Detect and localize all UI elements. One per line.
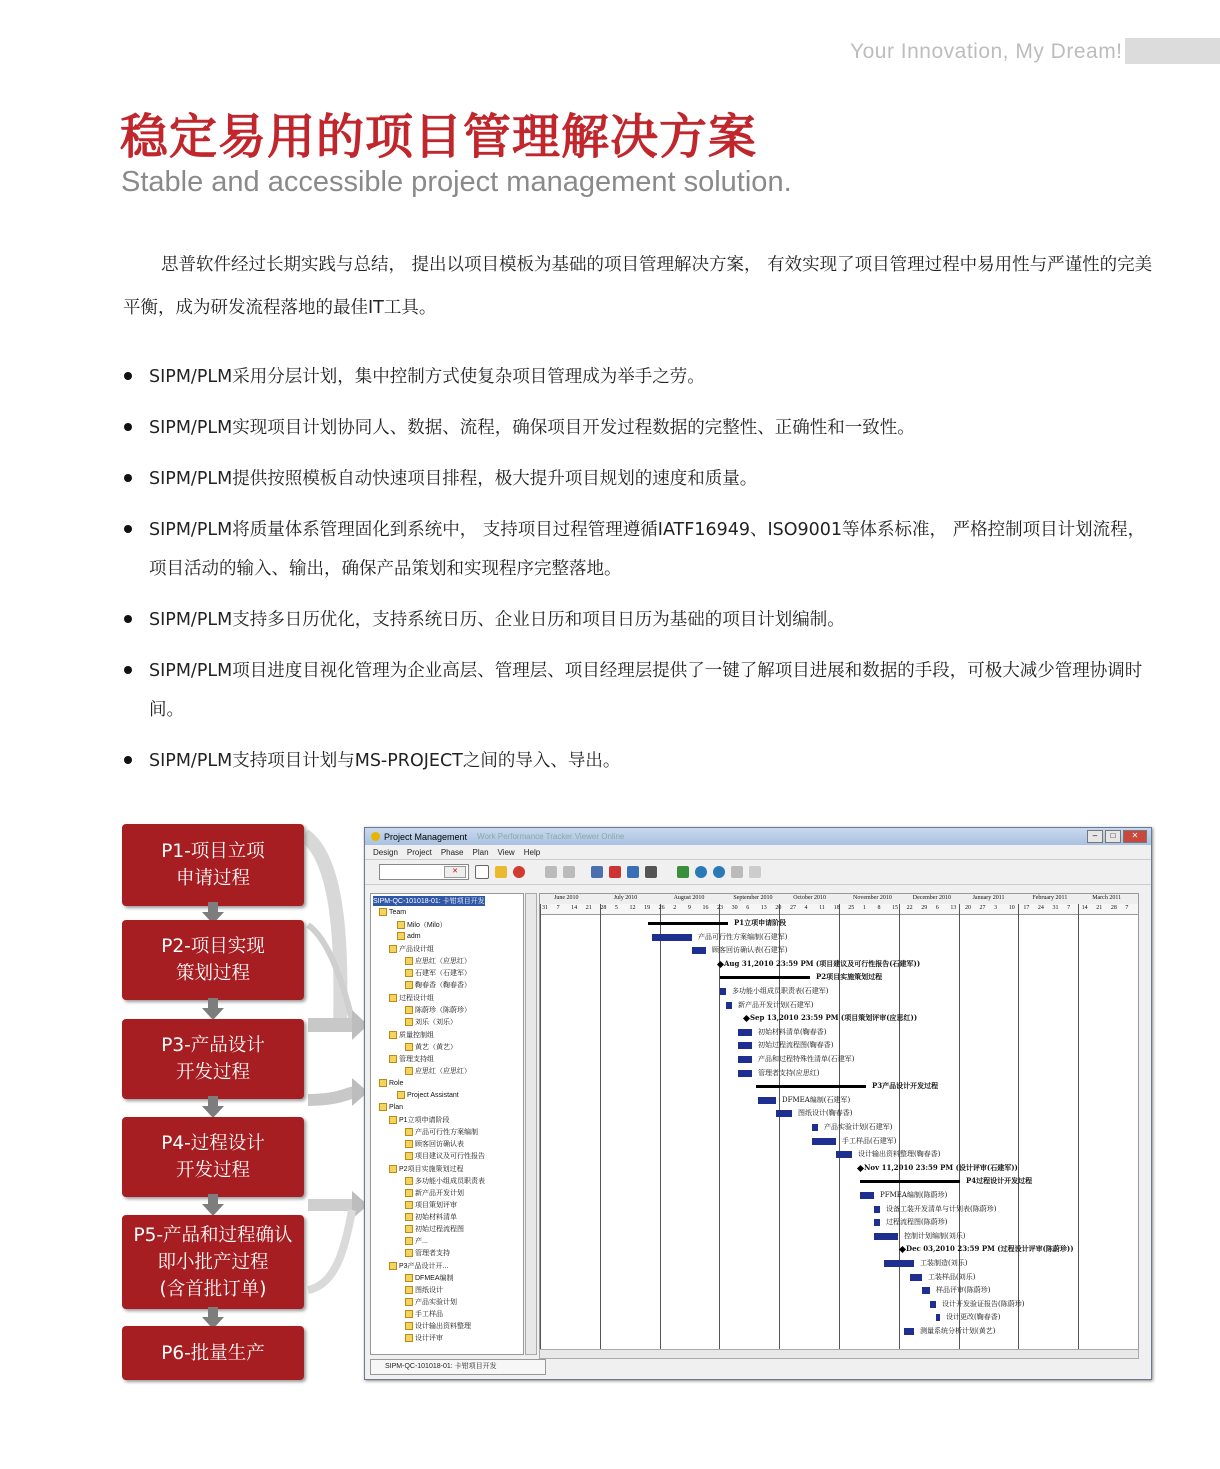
tree-scrollbar[interactable] — [525, 893, 537, 1355]
gantt-day-label: 2 — [673, 905, 677, 911]
gantt-task-label: P2项目实施策划过程 — [816, 972, 883, 982]
tree-item[interactable]: 项目策划评审 — [405, 1200, 457, 1210]
gantt-day-label: 22 — [906, 905, 913, 911]
gantt-task-bar[interactable] — [692, 947, 706, 954]
gantt-month-label: March 2011 — [1092, 895, 1122, 901]
gantt-day-label: 14 — [571, 905, 578, 911]
gantt-task-label: P3产品设计开发过程 — [872, 1081, 939, 1091]
tree-item[interactable]: 管理者支持 — [405, 1248, 450, 1258]
gantt-task-label: 控制计划编制(刘乐) — [904, 1231, 966, 1240]
tree-item[interactable]: 多功能小组成员职责表 — [405, 1176, 485, 1186]
tree-item[interactable]: P3产品设计开... — [389, 1261, 448, 1271]
gantt-task-label: 样品评审(陈蔚珍) — [936, 1286, 991, 1295]
tree-item[interactable]: 过程设计组 — [389, 993, 434, 1003]
minimize-button[interactable]: – — [1087, 830, 1103, 843]
list-icon[interactable] — [591, 866, 603, 878]
gantt-task-label: 初始材料清单(鞠春香) — [758, 1027, 827, 1036]
gantt-day-label: 31 — [542, 905, 548, 911]
gantt-task-bar[interactable] — [922, 1287, 930, 1294]
gantt-task-label: 图纸设计(鞠春香) — [798, 1109, 853, 1118]
tree-item[interactable]: 初始过程流程图 — [405, 1224, 464, 1234]
gantt-day-label: 18 — [833, 905, 840, 911]
gantt-task-label: 初始过程流程图(鞠春香) — [758, 1041, 834, 1050]
step-label: 策划过程 — [175, 963, 250, 984]
tree-item[interactable]: 产品实验计划 — [405, 1297, 457, 1307]
tree-item[interactable]: 顾客回访确认表 — [405, 1139, 464, 1149]
gantt-task-label: 手工样品(石建军) — [842, 1136, 897, 1145]
feature-item: SIPM/PLM项目进度目视化管理为企业高层、管理层、项目经理层提供了一键了解项目进展和数据的手段，可极大减少管理协调时间。 — [123, 652, 1153, 730]
gantt-task-label: 设计更改(鞠春香) — [946, 1313, 1001, 1322]
gantt-month-label: July 2010 — [613, 895, 638, 901]
gantt-day-label: 1 — [862, 905, 866, 911]
gantt-task-bar[interactable] — [812, 1124, 818, 1131]
gantt-day-label: 31 — [1052, 905, 1059, 911]
step-label: P6-批量生产 — [161, 1342, 265, 1364]
menu-phase[interactable]: Phase — [440, 847, 464, 857]
gantt-day-label: 17 — [1023, 905, 1030, 911]
gantt-day-label: 15 — [892, 905, 899, 911]
gantt-month-label: June 2010 — [554, 895, 579, 901]
project-tree — [370, 893, 524, 1355]
gantt-day-label: 20 — [775, 905, 782, 911]
tree-item[interactable]: 陈蔚珍（陈蔚珍） — [405, 1005, 471, 1015]
tree-item[interactable]: Team — [379, 908, 406, 916]
step-label: P3-产品设计 — [161, 1035, 265, 1056]
gantt-summary-bar[interactable] — [860, 1180, 960, 1183]
search-input[interactable] — [379, 864, 469, 880]
tree-item[interactable]: 产品设计组 — [389, 944, 434, 954]
gantt-day-label: 27 — [979, 905, 986, 911]
page-subtitle: Stable and accessible project management solution. — [121, 166, 792, 198]
flag-icon[interactable] — [609, 866, 621, 878]
gantt-summary-bar[interactable] — [720, 976, 810, 979]
tree-item[interactable]: 产品可行性方案编制 — [405, 1127, 478, 1137]
gantt-task-bar[interactable] — [738, 1029, 752, 1036]
gantt-task-bar[interactable] — [884, 1260, 914, 1267]
gantt-day-label: 5 — [614, 905, 618, 911]
arrow-down-icon — [202, 1194, 224, 1216]
gantt-day-label: 8 — [877, 905, 881, 911]
gantt-gridline — [540, 904, 541, 1354]
gantt-day-label: 30 — [731, 905, 738, 911]
gantt-day-label: 26 — [658, 905, 665, 911]
print-icon[interactable] — [645, 866, 657, 878]
page-title: 稳定易用的项目管理解决方案 — [120, 109, 758, 165]
step-p1 — [122, 824, 304, 906]
gantt-month-label: February 2011 — [1032, 895, 1068, 901]
refresh-icon[interactable] — [677, 866, 689, 878]
tree-item[interactable]: P2项目实施策划过程 — [389, 1164, 464, 1174]
gantt-day-label: 28 — [1110, 905, 1117, 911]
zoom-in-icon[interactable] — [695, 866, 707, 878]
maximize-button[interactable]: □ — [1105, 830, 1121, 843]
gantt-month-label: January 2011 — [972, 895, 1005, 901]
step-label: 开发过程 — [175, 1062, 250, 1083]
feature-item: SIPM/PLM提供按照模板自动快速项目排程，极大提升项目规划的速度和质量。 — [123, 460, 1153, 499]
gantt-task-label: 设备工装开发清单与计划表(陈蔚珍) — [886, 1204, 997, 1213]
image-icon[interactable] — [627, 866, 639, 878]
step-label: P2-项目实现 — [161, 936, 265, 957]
gantt-day-label: 13 — [950, 905, 957, 911]
step-p4 — [122, 1117, 304, 1197]
tree-item[interactable]: Project Assistant — [397, 1091, 459, 1099]
window-controls — [1087, 830, 1147, 843]
gantt-task-bar[interactable] — [812, 1138, 836, 1145]
gantt-task-bar[interactable] — [910, 1274, 922, 1281]
menu-design[interactable]: Design — [373, 847, 398, 857]
gantt-task-label: DFMEA编制(石建军) — [782, 1095, 851, 1104]
gantt-task-bar[interactable] — [738, 1056, 752, 1063]
gantt-gridline — [899, 904, 900, 1354]
gantt-task-label: 工装样品(刘乐) — [928, 1272, 976, 1281]
feature-item: SIPM/PLM将质量体系管理固化到系统中， 支持项目过程管理遵循IATF16949、ISO9001等体系标准， 严格控制项目计划流程，项目活动的输入、输出，确保产品策划和实现程序完整落地。 — [123, 511, 1153, 589]
menu-project[interactable]: Project — [406, 847, 432, 857]
tree-item[interactable]: 应思红（应思红） — [405, 956, 471, 966]
gantt-task-bar[interactable] — [874, 1219, 880, 1226]
menu-bar — [365, 845, 1151, 860]
zoom-out-icon[interactable] — [713, 866, 725, 878]
tree-item[interactable]: adm — [397, 932, 421, 940]
step-label: 即小批产过程 — [157, 1251, 269, 1273]
gantt-task-label: Aug 31,2010 23:59 PM (项目建议及可行性报告(石建军)) — [724, 958, 921, 968]
gantt-task-bar[interactable] — [758, 1097, 776, 1104]
gantt-day-label: 24 — [1037, 905, 1044, 911]
gantt-day-label: 11 — [819, 905, 825, 911]
gantt-month-label: November 2010 — [853, 895, 892, 901]
gantt-task-label: 新产品开发计划(石建军) — [738, 1000, 814, 1009]
feature-item: SIPM/PLM采用分层计划，集中控制方式使复杂项目管理成为举手之劳。 — [123, 358, 1153, 397]
gantt-day-label: 21 — [585, 905, 592, 911]
gantt-task-bar[interactable] — [726, 1002, 732, 1009]
link-icon[interactable] — [563, 866, 575, 878]
gantt-task-bar[interactable] — [930, 1301, 936, 1308]
gantt-task-label: P1立项申请阶段 — [734, 918, 787, 927]
document-icon[interactable] — [749, 866, 761, 878]
gantt-gridline — [1018, 904, 1019, 1354]
status-bar: SIPM-QC-101018-01: 卡钳项目开发 — [370, 1359, 546, 1375]
gantt-month-label: December 2010 — [912, 895, 951, 901]
window-titlebar — [365, 828, 1151, 845]
window-subtitle: Work Performance Tracker Viewer Online — [477, 832, 625, 841]
gantt-day-label: 12 — [629, 905, 636, 911]
tree-item[interactable]: 石建军（石建军） — [405, 968, 471, 978]
tree-item[interactable]: Plan — [379, 1103, 403, 1111]
window-title: Project Management — [384, 831, 468, 842]
gantt-day-label: 29 — [921, 905, 928, 911]
gantt-task-bar[interactable] — [738, 1042, 752, 1049]
gantt-task-bar[interactable] — [738, 1070, 752, 1077]
gantt-day-label: 6 — [935, 905, 939, 911]
tree-item[interactable]: 设计输出资料整理 — [405, 1321, 471, 1331]
step-p3 — [122, 1019, 304, 1099]
step-label: P5-产品和过程确认 — [133, 1224, 293, 1246]
step-label: 开发过程 — [175, 1160, 250, 1181]
tree-item[interactable]: 质量控制组 — [389, 1030, 434, 1040]
delete-icon[interactable] — [513, 866, 525, 878]
slogan: Your Innovation, My Dream! — [850, 40, 1123, 63]
gantt-task-label: 测量系统分析计划(黄艺) — [920, 1327, 996, 1335]
gantt-month-label: October 2010 — [793, 895, 827, 901]
menu-plan[interactable]: Plan — [472, 847, 489, 857]
tree-item[interactable]: 黄艺（黄艺） — [405, 1042, 457, 1052]
step-p6 — [122, 1326, 304, 1380]
gantt-task-label: 设计开发验证报告(陈蔚珍) — [942, 1299, 1025, 1308]
gantt-task-bar[interactable] — [860, 1192, 874, 1199]
tree-item[interactable]: Role — [379, 1079, 403, 1087]
gantt-milestone[interactable] — [899, 1246, 906, 1253]
step-p2 — [122, 920, 304, 1000]
gantt-gridline — [600, 904, 601, 1354]
gantt-gridline — [660, 904, 661, 1354]
tree-item[interactable]: P1立项申请阶段 — [389, 1115, 450, 1125]
gantt-task-label: PFMEA编制(陈蔚珍) — [880, 1191, 948, 1199]
step-p5 — [122, 1215, 304, 1309]
gantt-task-label: 产品和过程特殊性清单(石建军) — [758, 1055, 855, 1063]
gantt-task-label: 产品可行性方案编制(石建军) — [698, 932, 788, 941]
gantt-day-label: 7 — [1067, 905, 1071, 911]
gantt-day-label: 16 — [702, 905, 709, 911]
tree-item[interactable]: 新产品开发计划 — [405, 1188, 464, 1198]
users-icon[interactable] — [731, 866, 743, 878]
arrow-down-icon — [202, 998, 224, 1020]
open-icon[interactable] — [495, 866, 507, 878]
tree-item[interactable]: 产... — [405, 1236, 428, 1246]
gantt-day-label: 14 — [1081, 905, 1088, 911]
step-label: 申请过程 — [175, 868, 250, 889]
gantt-task-label: P4过程设计开发过程 — [966, 1176, 1033, 1186]
tree-item[interactable]: 应思红（应思红） — [405, 1066, 471, 1076]
gantt-chart — [539, 893, 1139, 1355]
step-label: P4-过程设计 — [161, 1133, 265, 1154]
step-label: (含首批订单) — [159, 1278, 267, 1300]
gantt-day-label: 9 — [687, 905, 691, 911]
gantt-day-label: 27 — [789, 905, 796, 911]
tree-item[interactable]: 项目建议及可行性报告 — [405, 1151, 485, 1161]
connector-graphic — [300, 830, 370, 1310]
gantt-task-label: 设计输出资料整理(鞠春香) — [858, 1150, 941, 1159]
gantt-day-label: 7 — [1125, 905, 1129, 911]
tree-item-project[interactable]: SIPM-QC-101018-01: 卡钳项目开发 — [373, 898, 485, 905]
gantt-day-label: 3 — [994, 905, 998, 911]
menu-help[interactable]: Help — [523, 847, 541, 857]
gantt-task-bar[interactable] — [720, 988, 726, 995]
feature-list — [123, 358, 1153, 793]
tree-item[interactable]: 初始材料清单 — [405, 1212, 457, 1222]
tree-item[interactable]: DFMEA编制 — [405, 1273, 454, 1283]
gantt-gridline — [1078, 904, 1079, 1354]
gantt-task-bar[interactable] — [904, 1328, 914, 1335]
gantt-task-label: 产品实验计划(石建军) — [824, 1123, 893, 1131]
feature-item: SIPM/PLM支持多日历优化，支持系统日历、企业日历和项目日历为基础的项目计划编制。 — [123, 601, 1153, 640]
gantt-task-label: Nov 11,2010 23:59 PM (设计评审(石建军)) — [864, 1162, 1018, 1172]
new-icon[interactable] — [475, 865, 489, 879]
gantt-day-label: 21 — [1096, 905, 1103, 911]
gantt-task-bar[interactable] — [874, 1233, 898, 1240]
gantt-month-label: September 2010 — [733, 895, 773, 901]
feature-item: SIPM/PLM支持项目计划与MS-PROJECT之间的导入、导出。 — [123, 742, 1153, 781]
gantt-day-label: 10 — [1008, 905, 1015, 911]
gantt-day-label: 13 — [760, 905, 767, 911]
gantt-summary-bar[interactable] — [756, 1085, 866, 1088]
gantt-day-label: 4 — [804, 905, 808, 911]
tree-item[interactable]: 管理支持组 — [389, 1054, 434, 1064]
gantt-day-label: 6 — [746, 905, 750, 911]
gantt-day-label: 25 — [848, 905, 855, 911]
toolbar — [365, 860, 1151, 885]
group-icon[interactable] — [545, 866, 557, 878]
gantt-task-label: 工装制造(刘乐) — [920, 1259, 968, 1267]
gantt-gridline — [719, 904, 720, 1354]
gantt-scrollbar[interactable] — [539, 1349, 1139, 1359]
gantt-task-label: 顾客回访确认表(石建军) — [712, 946, 788, 955]
gantt-milestone[interactable] — [857, 1165, 864, 1172]
tree-item[interactable]: 手工样品 — [405, 1309, 443, 1319]
feature-item: SIPM/PLM实现项目计划协同人、数据、流程，确保项目开发过程数据的完整性、正确性和一致性。 — [123, 409, 1153, 448]
close-button[interactable]: ✕ — [1123, 830, 1147, 843]
gantt-milestone[interactable] — [743, 1015, 750, 1022]
gantt-gridline — [779, 904, 780, 1354]
tree-item[interactable]: Milo（Milo） — [397, 920, 447, 930]
app-icon — [371, 832, 380, 841]
slogan-bar — [1125, 38, 1220, 64]
gantt-month-label: August 2010 — [673, 895, 705, 901]
arrow-down-icon — [202, 1096, 224, 1118]
gantt-summary-bar[interactable] — [648, 922, 728, 925]
gantt-day-label: 20 — [964, 905, 971, 911]
gantt-task-bar[interactable] — [936, 1314, 940, 1321]
gantt-task-label: Sep 13,2010 23:59 PM (项目策划评审(应思红)) — [750, 1013, 918, 1023]
gantt-day-label: 7 — [556, 905, 560, 911]
gantt-task-label: 过程流程图(陈蔚珍) — [886, 1218, 948, 1227]
menu-view[interactable]: View — [497, 847, 515, 857]
gantt-task-label: Dec 03,2010 23:59 PM (过程设计评审(陈蔚珍)) — [906, 1244, 1074, 1254]
gantt-day-label: 23 — [717, 905, 724, 911]
gantt-day-label: 19 — [644, 905, 651, 911]
gantt-task-bar[interactable] — [836, 1151, 852, 1158]
clear-icon[interactable]: ✕ — [444, 866, 466, 878]
tree-item[interactable]: 刘乐（刘乐） — [405, 1017, 457, 1027]
project-management-window — [364, 827, 1152, 1380]
gantt-task-bar[interactable] — [652, 934, 692, 941]
tree-item[interactable]: 图纸设计 — [405, 1285, 443, 1295]
gantt-task-label: 管理者支持(应思红) — [758, 1068, 820, 1077]
gantt-task-bar[interactable] — [776, 1110, 792, 1117]
tree-item[interactable]: 鞠春香（鞠春香） — [405, 980, 471, 990]
gantt-day-label: 28 — [600, 905, 607, 911]
gantt-task-bar[interactable] — [874, 1206, 880, 1213]
step-label: P1-项目立项 — [161, 841, 265, 862]
gantt-milestone[interactable] — [717, 961, 724, 968]
tree-item[interactable]: 设计评审 — [405, 1333, 443, 1343]
gantt-task-label: 多功能小组成员职责表(石建军) — [732, 987, 829, 995]
intro-paragraph: 思普软件经过长期实践与总结， 提出以项目模板为基础的项目管理解决方案， 有效实现了项目管理过程中易用性与严谨性的完美平衡，成为研发流程落地的最佳IT工具。 — [123, 255, 1153, 318]
